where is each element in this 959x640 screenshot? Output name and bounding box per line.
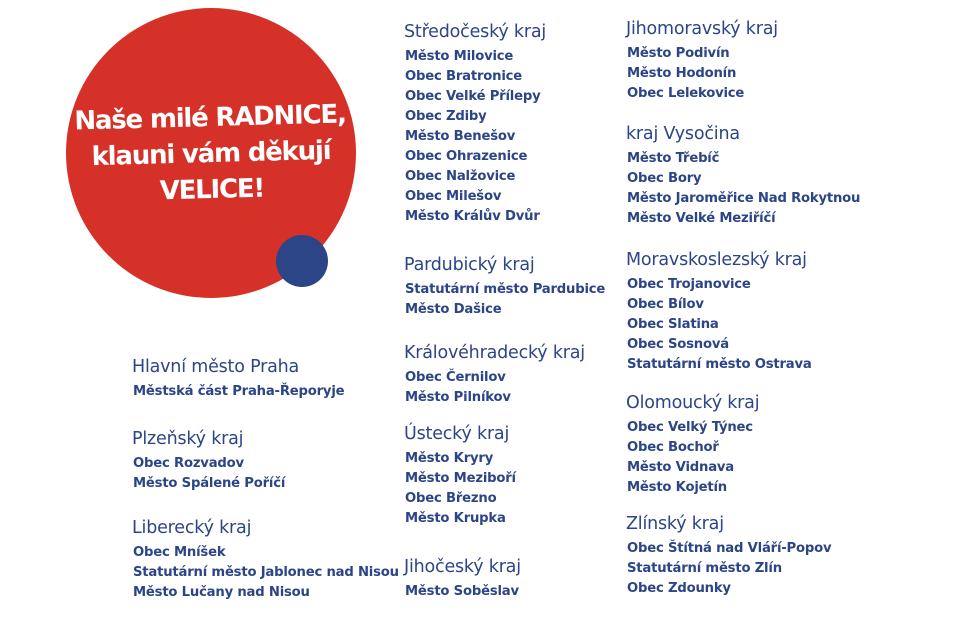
- municipality-item: Město Vidnava: [627, 460, 734, 475]
- region-title: Pardubický kraj: [404, 255, 535, 275]
- municipality-item: Statutární město Zlín: [627, 561, 782, 576]
- municipality-item: Město Třebíč: [627, 151, 720, 166]
- municipality-list: [133, 382, 344, 402]
- region-pardubice: [404, 254, 605, 320]
- municipality-item: Obec Březno: [405, 491, 497, 506]
- region-stredocesky: [404, 21, 546, 227]
- municipality-item: Město Kryry: [405, 451, 494, 466]
- municipality-item: Město Velké Meziříčí: [627, 211, 776, 226]
- municipality-list: [133, 543, 399, 603]
- headline: [65, 96, 358, 212]
- headline-line-3: VELICE!: [159, 173, 265, 207]
- municipality-list: [405, 449, 516, 529]
- municipality-item: Statutární město Ostrava: [627, 357, 812, 372]
- municipality-item: Obec Štítná nad Vláří-Popov: [627, 541, 832, 556]
- region-title: Středočeský kraj: [404, 22, 547, 42]
- municipality-item: Město Soběslav: [405, 584, 519, 599]
- municipality-item: Město Milovice: [405, 49, 514, 64]
- municipality-item: Obec Trojanovice: [627, 277, 751, 292]
- region-title: Zlínský kraj: [626, 514, 724, 534]
- municipality-item: Město Meziboří: [405, 471, 516, 486]
- municipality-item: Město Hodonín: [627, 66, 737, 81]
- region-hradec: [404, 342, 585, 408]
- municipality-item: Obec Černilov: [405, 370, 506, 385]
- municipality-item: Obec Lelekovice: [627, 86, 745, 101]
- municipality-list: [627, 44, 778, 104]
- headline-line-2: klauni vám děkují: [91, 135, 331, 173]
- region-title: Jihočeský kraj: [404, 557, 521, 577]
- municipality-item: Město Dašice: [405, 302, 502, 317]
- region-liberec: [132, 517, 399, 603]
- region-olomoucky: [626, 392, 759, 498]
- municipality-item: Obec Bochoř: [627, 440, 719, 455]
- region-title: Jihomoravský kraj: [626, 19, 778, 39]
- municipality-item: Obec Bílov: [627, 297, 704, 312]
- municipality-item: Město Krupka: [405, 511, 506, 526]
- region-title: Olomoucký kraj: [626, 393, 760, 413]
- municipality-list: [627, 539, 831, 599]
- municipality-item: Město Králův Dvůr: [405, 209, 540, 224]
- municipality-item: Obec Velký Týnec: [627, 420, 753, 435]
- municipality-item: Městská část Praha-Řeporyje: [133, 384, 345, 399]
- municipality-item: Statutární město Jablonec nad Nisou: [133, 565, 399, 580]
- municipality-item: Obec Zdiby: [405, 109, 487, 124]
- municipality-item: Obec Rozvadov: [133, 456, 244, 471]
- municipality-item: Město Podivín: [627, 46, 730, 61]
- municipality-item: Obec Zdounky: [627, 581, 731, 596]
- municipality-item: Obec Sosnová: [627, 337, 729, 352]
- municipality-item: Obec Velké Přílepy: [405, 89, 541, 104]
- region-title: Liberecký kraj: [132, 518, 252, 538]
- region-jihocesky: [404, 556, 521, 602]
- region-moravskoslezsky: [626, 249, 812, 375]
- municipality-list: [627, 149, 860, 229]
- municipality-item: Město Kojetín: [627, 480, 727, 495]
- region-title: Královéhradecký kraj: [404, 343, 585, 363]
- municipality-list: [405, 582, 521, 602]
- region-usti: [404, 423, 516, 529]
- municipality-item: Obec Bory: [627, 171, 702, 186]
- municipality-item: Město Pilníkov: [405, 390, 511, 405]
- region-praha: [132, 356, 344, 402]
- municipality-item: Obec Milešov: [405, 189, 502, 204]
- municipality-item: Obec Ohrazenice: [405, 149, 528, 164]
- municipality-item: Město Spálené Poříčí: [133, 476, 286, 491]
- blue-dot-decoration: [276, 235, 328, 287]
- municipality-item: Město Benešov: [405, 129, 516, 144]
- region-title: Moravskoslezský kraj: [626, 250, 807, 270]
- municipality-list: [405, 280, 605, 320]
- municipality-list: [405, 47, 546, 227]
- municipality-list: [627, 275, 812, 375]
- region-title: Ústecký kraj: [404, 424, 510, 444]
- municipality-item: Město Jaroměřice Nad Rokytnou: [627, 191, 861, 206]
- municipality-item: Statutární město Pardubice: [405, 282, 606, 297]
- municipality-list: [405, 368, 585, 408]
- region-plzen: [132, 428, 285, 494]
- municipality-item: Město Lučany nad Nisou: [133, 585, 310, 600]
- headline-line-1: Naše milé RADNICE,: [74, 99, 347, 137]
- region-title: Plzeňský kraj: [132, 429, 244, 449]
- municipality-item: Obec Bratronice: [405, 69, 522, 84]
- region-jihomoravsky: [626, 18, 778, 104]
- municipality-item: Obec Slatina: [627, 317, 719, 332]
- region-vysocina: [626, 123, 860, 229]
- region-zlinsky: [626, 513, 831, 599]
- municipality-list: [133, 454, 285, 494]
- region-title: kraj Vysočina: [626, 124, 740, 144]
- municipality-item: Obec Nalžovice: [405, 169, 516, 184]
- region-title: Hlavní město Praha: [132, 357, 300, 377]
- municipality-list: [627, 418, 759, 498]
- municipality-item: Obec Mníšek: [133, 545, 226, 560]
